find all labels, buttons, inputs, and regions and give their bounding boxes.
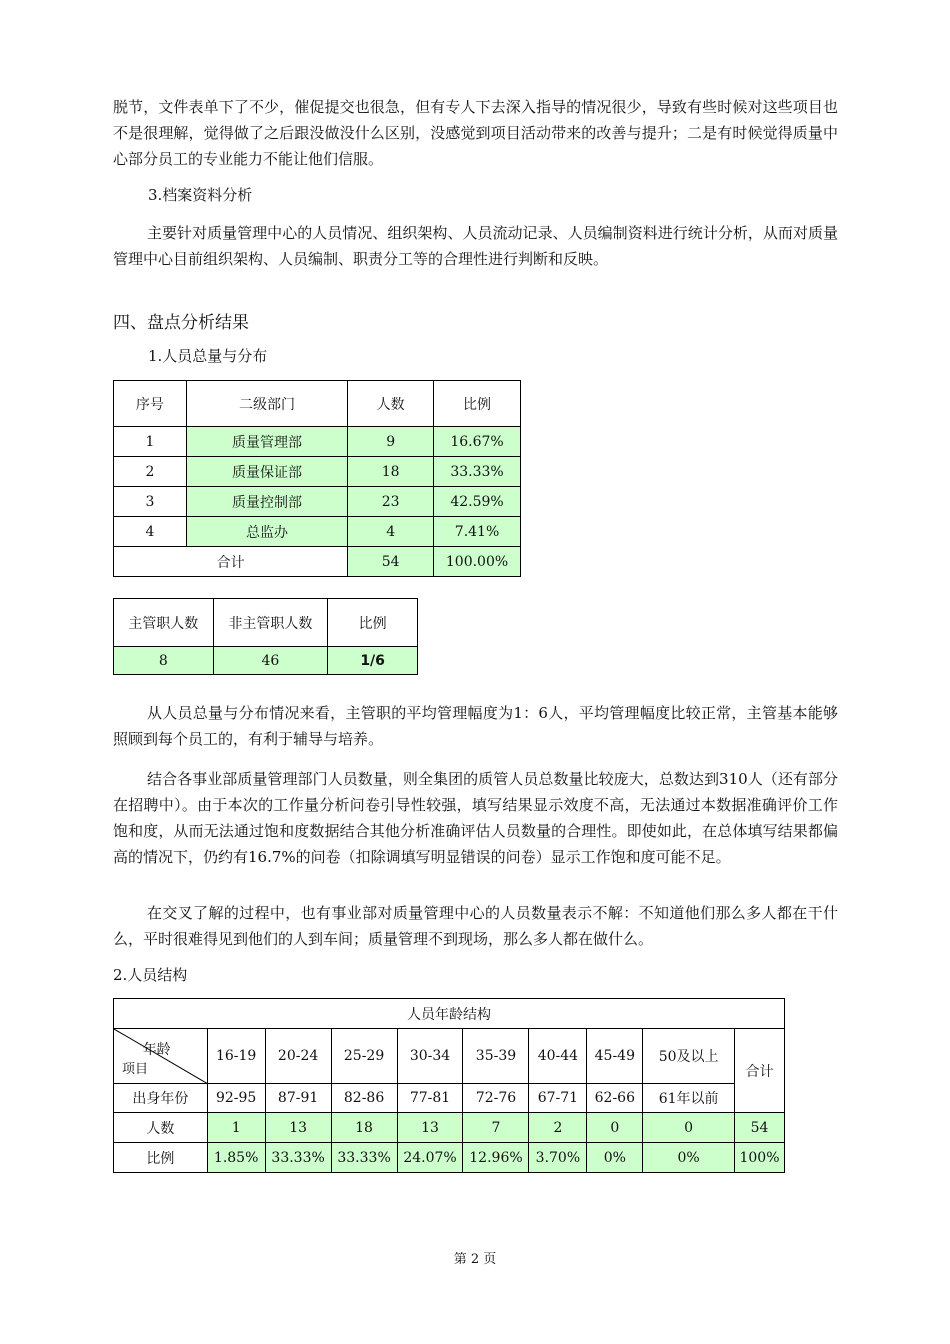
age-count: 7	[463, 1113, 529, 1143]
row-ratio: 42.59%	[434, 487, 521, 517]
age-structure-table	[113, 998, 785, 1173]
age-table-title: 人员年龄结构	[114, 999, 785, 1029]
sub1-title: 1.人员总量与分布	[148, 347, 268, 365]
birth-range: 62-66	[587, 1084, 643, 1113]
age-ratio: 33.33%	[265, 1143, 331, 1173]
count-label: 人数	[114, 1113, 208, 1143]
age-count-total: 54	[734, 1113, 784, 1143]
row-no: 2	[114, 457, 187, 487]
table1-header: 人数	[348, 381, 434, 427]
section3-title: 3.档案资料分析	[148, 186, 253, 204]
page-number: 第 2 页	[453, 1252, 497, 1267]
table-row	[114, 647, 418, 675]
row-dept: 质量控制部	[186, 487, 348, 517]
ratio-label: 比例	[114, 1143, 208, 1173]
row-ratio: 7.41%	[434, 517, 521, 547]
management-span-table	[113, 598, 418, 675]
age-ratio: 33.33%	[331, 1143, 397, 1173]
table-row	[114, 517, 521, 547]
row-count: 23	[348, 487, 434, 517]
diagonal-header-cell	[114, 1029, 208, 1084]
para-staff-count: 结合各事业部质量管理部门人员数量，则全集团的质管人员总数量比较庞大，总数达到310人（还有部分在招聘中）。由于本次的工作量分析问卷引导性较强，填写结果显示效度不高，无法通过本数据准确评价工作饱和度，从而无法通过饱和度数据结合其他分析准确评估人员数量的合理性。即使如此，在总体填写结果都偏高的情况下，仍约有16.7%的问卷（扣除调填写明显错误的问卷）显示工作饱和度可能不足。	[113, 770, 838, 866]
table-row	[114, 1084, 785, 1113]
non-supervisor-count: 46	[213, 647, 328, 675]
row-dept: 质量管理部	[186, 427, 348, 457]
table-row	[114, 1113, 785, 1143]
age-total-header: 合计	[734, 1029, 784, 1113]
span-ratio: 1/6	[328, 647, 418, 675]
table2-header: 比例	[328, 599, 418, 647]
age-ratio-total: 100%	[734, 1143, 784, 1173]
age-count: 13	[397, 1113, 463, 1143]
row-dept: 总监办	[186, 517, 348, 547]
row-no: 3	[114, 487, 187, 517]
birth-range: 61年以前	[643, 1084, 735, 1113]
birth-range: 72-76	[463, 1084, 529, 1113]
section3-text: 主要针对质量管理中心的人员情况、组织架构、人员流动记录、人员编制资料进行统计分析，从而对质量管理中心目前组织架构、人员编制、职责分工等的合理性进行判断和反映。	[113, 224, 838, 268]
age-range: 40-44	[529, 1029, 587, 1084]
row-ratio: 16.67%	[434, 427, 521, 457]
age-range: 30-34	[397, 1029, 463, 1084]
table2-header: 主管职人数	[114, 599, 214, 647]
chapter4-title: 四、盘点分析结果	[113, 313, 249, 333]
total-count: 54	[348, 547, 434, 577]
row-ratio: 33.33%	[434, 457, 521, 487]
birth-label: 出身年份	[114, 1084, 208, 1113]
row-count: 9	[348, 427, 434, 457]
row-no: 1	[114, 427, 187, 457]
staff-distribution-table	[113, 380, 521, 577]
age-ratio: 0%	[587, 1143, 643, 1173]
table-row	[114, 457, 521, 487]
age-range: 25-29	[331, 1029, 397, 1084]
table1-header: 序号	[114, 381, 187, 427]
age-ratio: 3.70%	[529, 1143, 587, 1173]
sub2-title: 2.人员结构	[113, 966, 188, 984]
birth-range: 67-71	[529, 1084, 587, 1113]
age-ratio: 1.85%	[207, 1143, 265, 1173]
supervisor-count: 8	[114, 647, 214, 675]
birth-range: 92-95	[207, 1084, 265, 1113]
para-management-span: 从人员总量与分布情况来看，主管职的平均管理幅度为1：6人，平均管理幅度比较正常，主管基本能够照顾到每个员工的，有利于辅导与培养。	[113, 704, 838, 748]
table1-header: 比例	[434, 381, 521, 427]
age-count: 1	[207, 1113, 265, 1143]
birth-range: 82-86	[331, 1084, 397, 1113]
para-cross-feedback: 在交叉了解的过程中，也有事业部对质量管理中心的人员数量表示不解：不知道他们那么多人都在干什么，平时很难得见到他们的人到车间；质量管理不到现场，那么多人都在做什么。	[113, 904, 838, 948]
age-ratio: 12.96%	[463, 1143, 529, 1173]
total-ratio: 100.00%	[434, 547, 521, 577]
row-no: 4	[114, 517, 187, 547]
age-count: 18	[331, 1113, 397, 1143]
age-ratio: 0%	[643, 1143, 735, 1173]
row-dept: 质量保证部	[186, 457, 348, 487]
row-count: 18	[348, 457, 434, 487]
table-total-row	[114, 547, 521, 577]
table-row	[114, 427, 521, 457]
diag-item-label: 项目	[122, 1062, 149, 1077]
age-ratio: 24.07%	[397, 1143, 463, 1173]
age-count: 2	[529, 1113, 587, 1143]
age-range: 50及以上	[643, 1029, 735, 1084]
age-range: 35-39	[463, 1029, 529, 1084]
age-range: 20-24	[265, 1029, 331, 1084]
total-label: 合计	[114, 547, 348, 577]
table2-header: 非主管职人数	[213, 599, 328, 647]
row-count: 4	[348, 517, 434, 547]
table1-header: 二级部门	[186, 381, 348, 427]
birth-range: 77-81	[397, 1084, 463, 1113]
age-range: 45-49	[587, 1029, 643, 1084]
table-row	[114, 1143, 785, 1173]
table-row	[114, 487, 521, 517]
age-count: 0	[643, 1113, 735, 1143]
intro-paragraph: 脱节，文件表单下了不少，催促提交也很急，但有专人下去深入指导的情况很少，导致有些时候对这些项目也不是很理解，觉得做了之后跟没做没什么区别，没感觉到项目活动带来的改善与提升；二是有时候觉得质量中心部分员工的专业能力不能让他们信服。	[113, 98, 838, 168]
age-count: 13	[265, 1113, 331, 1143]
diag-age-label: 年龄	[142, 1042, 171, 1058]
age-range: 16-19	[207, 1029, 265, 1084]
birth-range: 87-91	[265, 1084, 331, 1113]
age-count: 0	[587, 1113, 643, 1143]
